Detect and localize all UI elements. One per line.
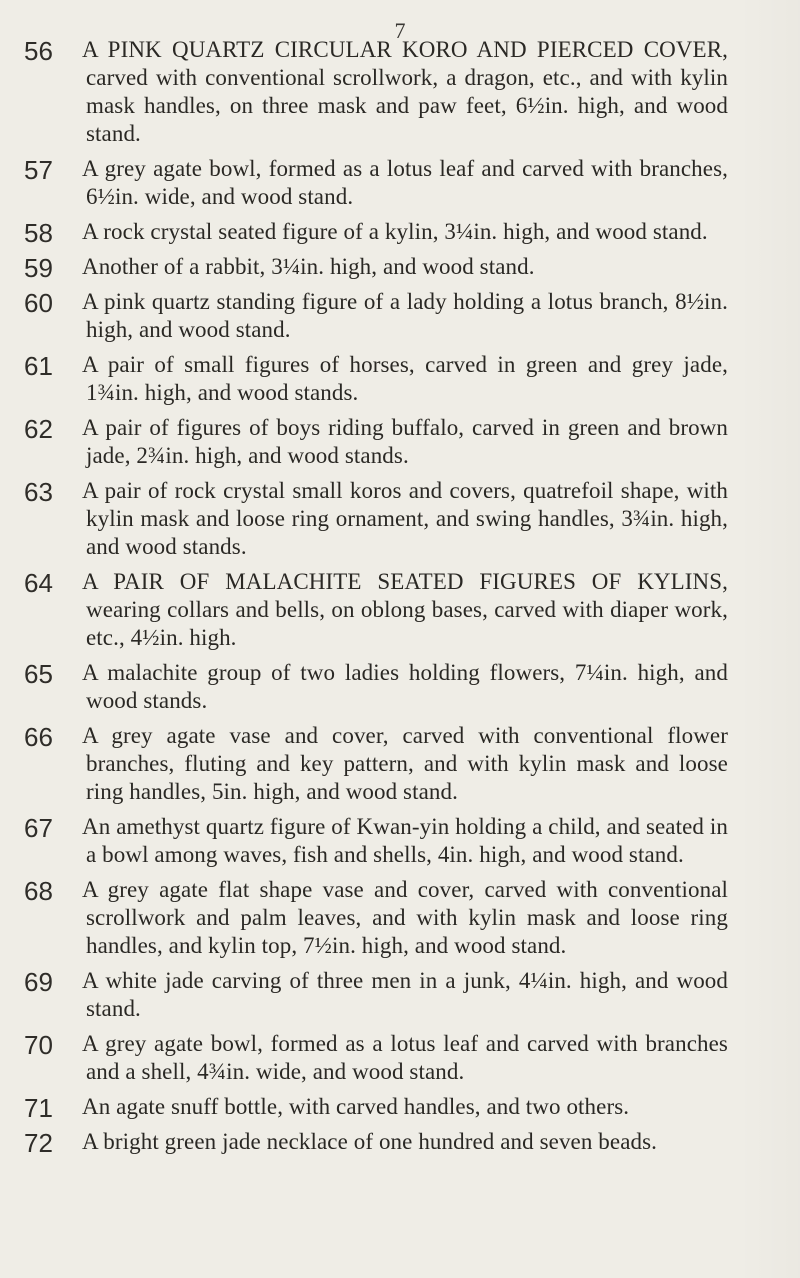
lot-number: 59 — [24, 253, 53, 283]
lot-number: 69 — [24, 967, 53, 997]
lot-number: 72 — [24, 1128, 53, 1158]
lot-number: 64 — [24, 568, 53, 598]
lot-description: A rock crystal seated figure of a kylin, 3¼in. high, and wood stand. — [82, 219, 708, 244]
lot-number: 65 — [24, 659, 53, 689]
lot-number: 61 — [24, 351, 53, 381]
lot-description: A grey agate bowl, formed as a lotus leaf and carved with branches and a shell, 4¾in. wide, and wood stand. — [82, 1031, 728, 1084]
lot-number: 68 — [24, 876, 53, 906]
lot-description: A PAIR OF MALACHITE SEATED FIGURES OF KYLINS, wearing collars and bells, on oblong bases, carved with diaper work, etc., 4½in. high. — [82, 569, 728, 650]
lot-number: 63 — [24, 477, 53, 507]
lot-number: 58 — [24, 218, 53, 248]
margin-annotations — [738, 0, 800, 1278]
lot-description: A grey agate flat shape vase and cover, carved with conventional scrollwork and palm leaves, and with kylin mask and loose ring handles, and kylin top, 7½in. high, and wood stand. — [82, 877, 728, 958]
page-number: 7 — [394, 18, 406, 43]
lot-description: A bright green jade necklace of one hundred and seven beads. — [82, 1129, 658, 1154]
lot-number: 66 — [24, 722, 53, 752]
lot-description: A PINK QUARTZ CIRCULAR KORO AND PIERCED COVER, carved with conventional scrollwork, a dragon, etc., and with kylin mask handles, on three mask and paw feet, 6½in. high, and wood stand. — [82, 37, 728, 146]
lot-description: A pink quartz standing figure of a lady holding a lotus branch, 8½in. high, and wood stand. — [82, 289, 728, 342]
lot-description: An agate snuff bottle, with carved handles, and two others. — [82, 1094, 630, 1119]
lot-description: A pair of figures of boys riding buffalo, carved in green and brown jade, 2¾in. high, and wood stands. — [82, 415, 728, 468]
lot-number: 60 — [24, 288, 53, 318]
lot-description: A white jade carving of three men in a junk, 4¼in. high, and wood stand. — [82, 968, 728, 1021]
lot-description: A grey agate bowl, formed as a lotus leaf and carved with branches, 6½in. wide, and wood stand. — [82, 156, 728, 209]
lot-number: 57 — [24, 155, 53, 185]
lot-number: 62 — [24, 414, 53, 444]
lot-description: A pair of small figures of horses, carved in green and grey jade, 1¾in. high, and wood stands. — [82, 352, 728, 405]
lot-description: A grey agate vase and cover, carved with conventional flower branches, fluting and key pattern, and with kylin mask and loose ring handles, 5in. high, and wood stand. — [82, 723, 728, 804]
lot-description: A malachite group of two ladies holding flowers, 7¼in. high, and wood stands. — [82, 660, 728, 713]
lot-description: Another of a rabbit, 3¼in. high, and wood stand. — [82, 254, 535, 279]
lot-number: 71 — [24, 1093, 53, 1123]
lot-number: 67 — [24, 813, 53, 843]
lot-description: A pair of rock crystal small koros and covers, quatrefoil shape, with kylin mask and loose ring ornament, and swing handles, 3¾in. high, and wood stands. — [82, 478, 728, 559]
lot-number: 56 — [24, 36, 53, 66]
lot-number: 70 — [24, 1030, 53, 1060]
lot-description: An amethyst quartz figure of Kwan-yin holding a child, and seated in a bowl among waves, fish and shells, 4in. high, and wood stand. — [82, 814, 728, 867]
